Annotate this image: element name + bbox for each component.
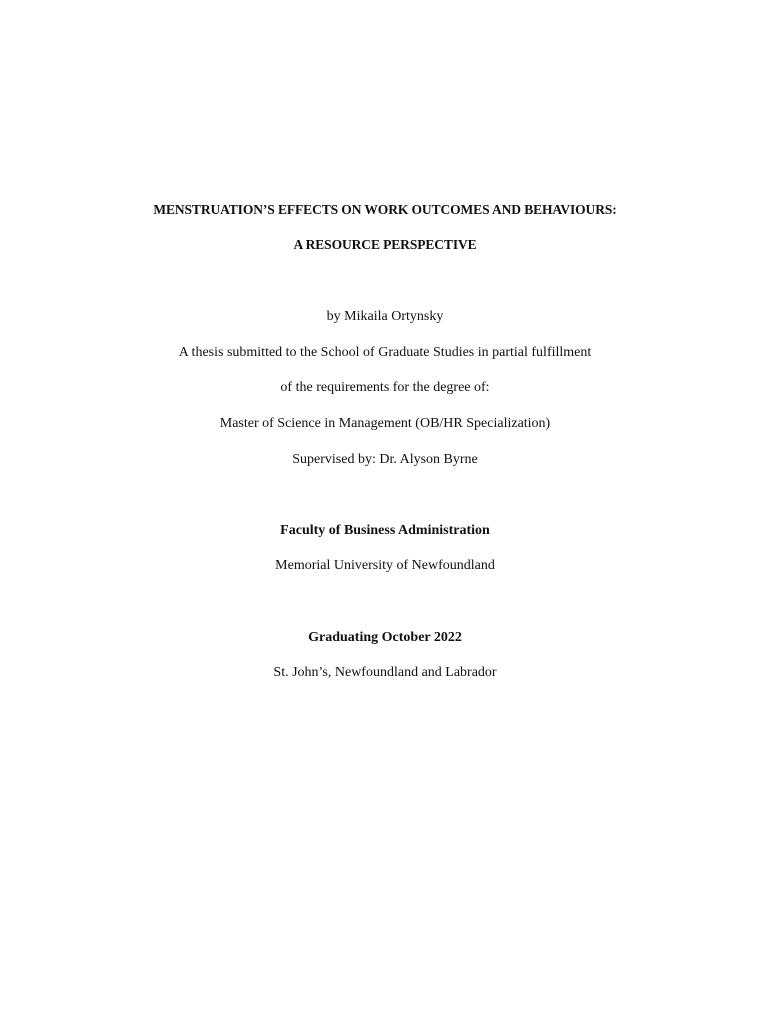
supervisor-line: Supervised by: Dr. Alyson Byrne: [292, 452, 478, 467]
location-line: St. John’s, Newfoundland and Labrador: [273, 665, 497, 680]
graduation-line: Graduating October 2022: [308, 630, 462, 645]
university-line: Memorial University of Newfoundland: [275, 558, 495, 573]
thesis-title-line-1: MENSTRUATION’S EFFECTS ON WORK OUTCOMES AND BEHAVIOURS:: [153, 202, 617, 217]
author-line: by Mikaila Ortynsky: [326, 309, 444, 324]
degree-line: Master of Science in Management (OB/HR Specialization): [219, 416, 551, 431]
submission-statement-line-1: A thesis submitted to the School of Graduate Studies in partial fulfillment: [178, 345, 592, 360]
thesis-title-line-2: A RESOURCE PERSPECTIVE: [293, 237, 477, 252]
submission-statement-line-2: of the requirements for the degree of:: [280, 380, 490, 395]
faculty-line: Faculty of Business Administration: [280, 523, 490, 538]
